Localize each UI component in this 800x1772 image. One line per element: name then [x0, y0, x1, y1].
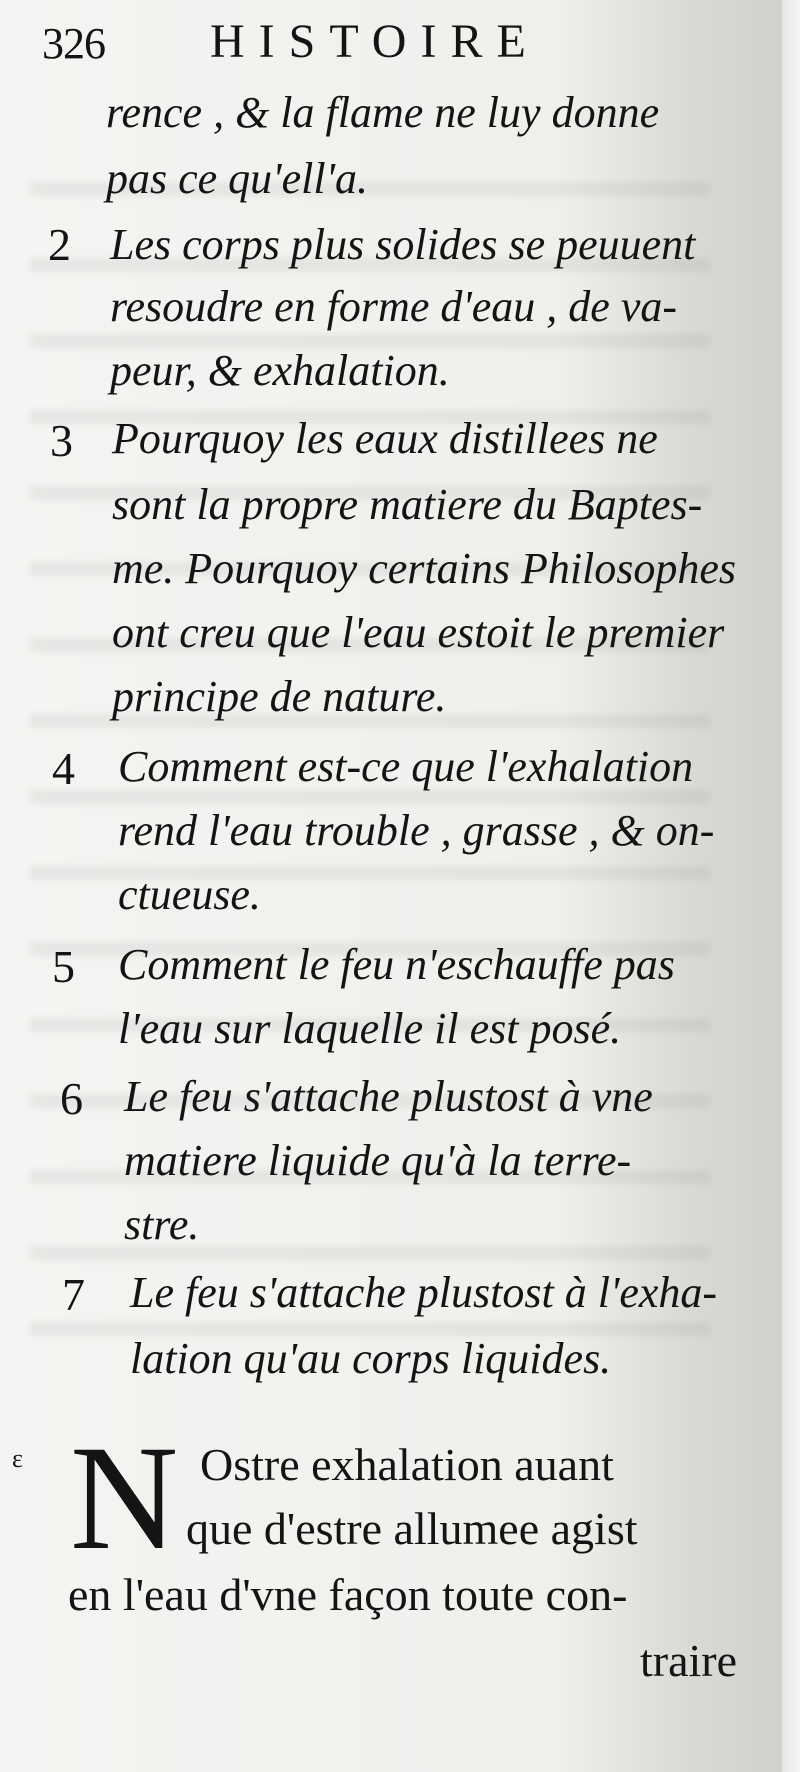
summary-line: Le feu s'attache plustost à vne — [124, 1072, 653, 1121]
summary-line: sont la propre matiere du Baptes- — [112, 480, 703, 529]
item-number: 5 — [52, 941, 75, 992]
drop-cap: N — [70, 1415, 179, 1581]
summary-line: l'eau sur laquelle il est posé. — [118, 1004, 622, 1053]
item-number: 6 — [60, 1073, 83, 1124]
summary-line: Les corps plus solides se peuuent — [110, 220, 696, 269]
running-head: HISTOIRE — [210, 15, 540, 68]
summary-line: resoudre en forme d'eau , de va- — [110, 282, 677, 331]
summary-line: Comment est-ce que l'exhalation — [118, 742, 694, 791]
page-header — [42, 8, 742, 78]
item-number: 2 — [48, 219, 71, 270]
summary-line: matiere liquide qu'à la terre- — [124, 1136, 632, 1185]
margin-mark: ɛ — [12, 1444, 23, 1473]
summary-line: ont creu que l'eau estoit le premier — [112, 608, 725, 657]
summary-line: rence , & la flame ne luy donne — [106, 88, 660, 137]
body-line: que d'estre allumee agist — [186, 1503, 638, 1554]
summary-line: rend l'eau trouble , grasse , & on- — [118, 806, 715, 855]
summary-line: principe de nature. — [112, 672, 447, 721]
body-line: Ostre exhalation auant — [200, 1439, 614, 1490]
summary-line: peur, & exhalation. — [110, 346, 450, 395]
body-line: traire — [640, 1635, 738, 1686]
summary-line: stre. — [124, 1200, 200, 1249]
summary-line: Le feu s'attache plustost à l'exha- — [130, 1268, 718, 1317]
summary-line: lation qu'au corps liquides. — [130, 1334, 612, 1383]
page-number: 326 — [42, 19, 105, 68]
body-line: en l'eau d'vne façon toute con- — [68, 1569, 628, 1620]
item-number: 7 — [62, 1269, 85, 1320]
summary-line: ctueuse. — [118, 870, 261, 919]
item-number: 3 — [50, 415, 73, 466]
summary-line: Pourquoy les eaux distillees ne — [112, 414, 658, 463]
summary-line: Comment le feu n'eschauffe pas — [118, 940, 675, 989]
page-gutter — [782, 0, 800, 1772]
summary-line: pas ce qu'ell'a. — [106, 154, 368, 203]
summary-line: me. Pourquoy certains Philosophes — [112, 544, 737, 593]
item-number: 4 — [52, 743, 75, 794]
